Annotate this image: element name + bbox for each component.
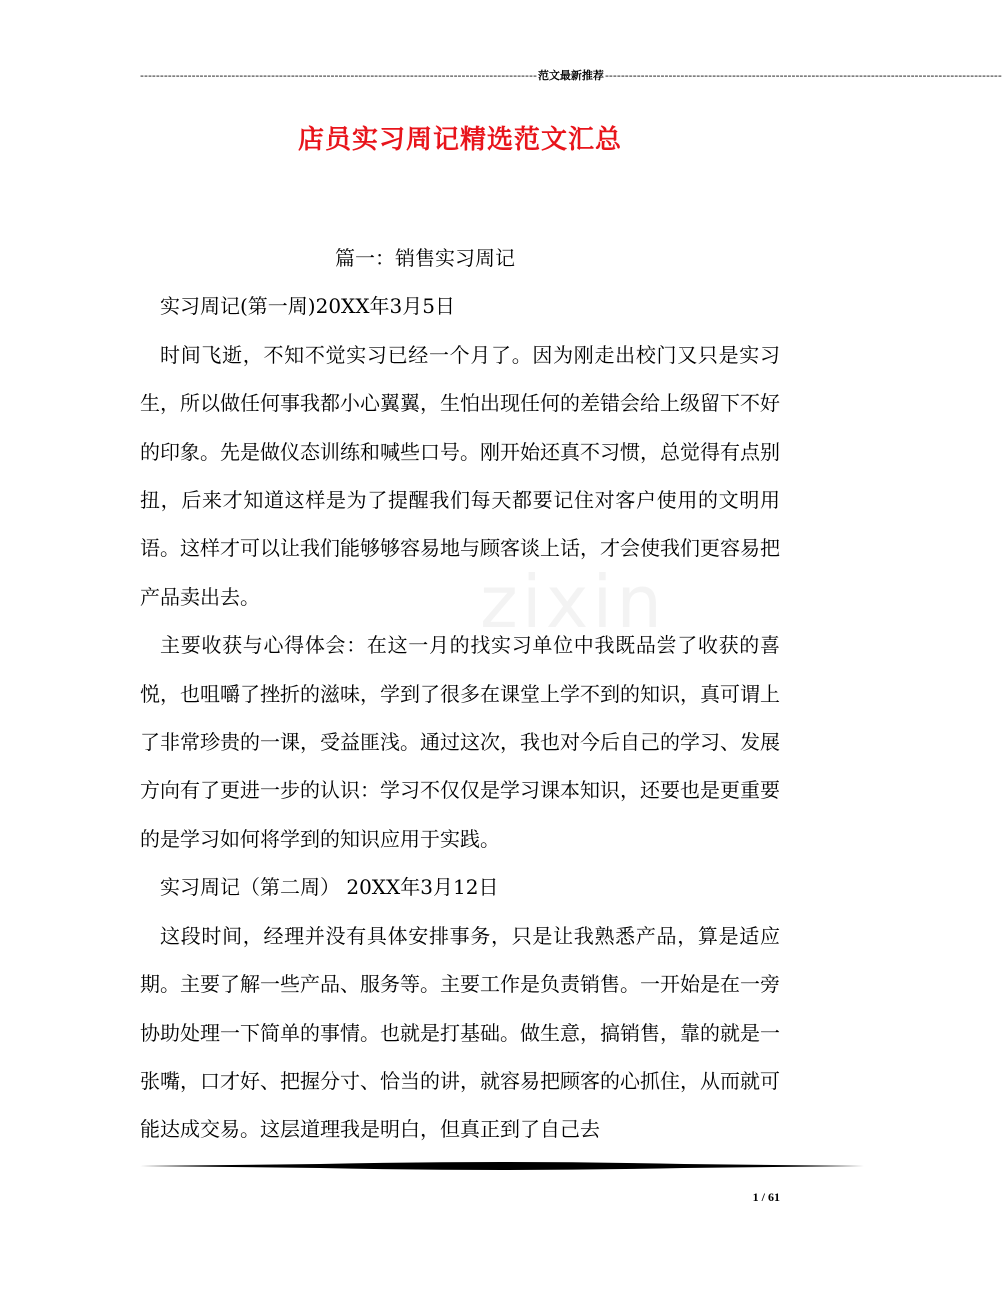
document-body [140, 234, 780, 1154]
chapter-heading: 篇一：销售实习周记 [335, 246, 515, 270]
header-dashes-right: ---------------------------------------------------------------------------------------------------- [604, 69, 1002, 82]
paragraph: 这段时间，经理并没有具体安排事务，只是让我熟悉产品，算是适应期。主要了解一些产品、服务等。主要工作是负责销售。一开始是在一旁协助处理一下简单的事情。也就是打基础。做生意，搞销售，靠的就是一张嘴，口才好、把握分寸、恰当的讲，就容易把顾客的心抓住，从而就可能达成交易。这层道理我是明白，但真正到了自己去 [140, 923, 780, 1142]
paragraph: 实习周记（第二周） 20XX年3月12日 [160, 875, 499, 900]
paragraph: 时间飞逝，不知不觉实习已经一个月了。因为刚走出校门又只是实习生，所以做任何事我都小心翼翼，生怕出现任何的差错会给上级留下不好的印象。先是做仪态训练和喊些口号。刚开始还真不习惯，总觉得有点别扭，后来才知道这样是为了提醒我们每天都要记住对客户使用的文明用语。这样才可以让我们能够够容易地与顾客谈上话，才会使我们更容易把产品卖出去。 [140, 342, 780, 609]
page-number: 1 / 61 [752, 1190, 780, 1204]
footer-divider [140, 1160, 864, 1174]
header-label: 范文最新推荐 [537, 69, 604, 82]
paragraph: 主要收获与心得体会：在这一月的找实习单位中我既品尝了收获的喜悦，也咀嚼了挫折的滋味，学到了很多在课堂上学不到的知识，真可谓上了非常珍贵的一课，受益匪浅。通过这次，我也对今后自己的学习、发展方向有了更进一步的认识：学习不仅仅是学习课本知识，还要也是更重要的是学习如何将学到的知识应用于实践。 [140, 633, 780, 851]
document-title: 店员实习周记精选范文汇总 [297, 125, 622, 155]
paragraph: 实习周记(第一周)20XX年3月5日 [160, 294, 455, 319]
header-dashes-left: ---------------------------------------------------------------------------------------------------- [140, 69, 537, 82]
watermark: zixin [480, 560, 667, 644]
page-header [140, 68, 1002, 84]
